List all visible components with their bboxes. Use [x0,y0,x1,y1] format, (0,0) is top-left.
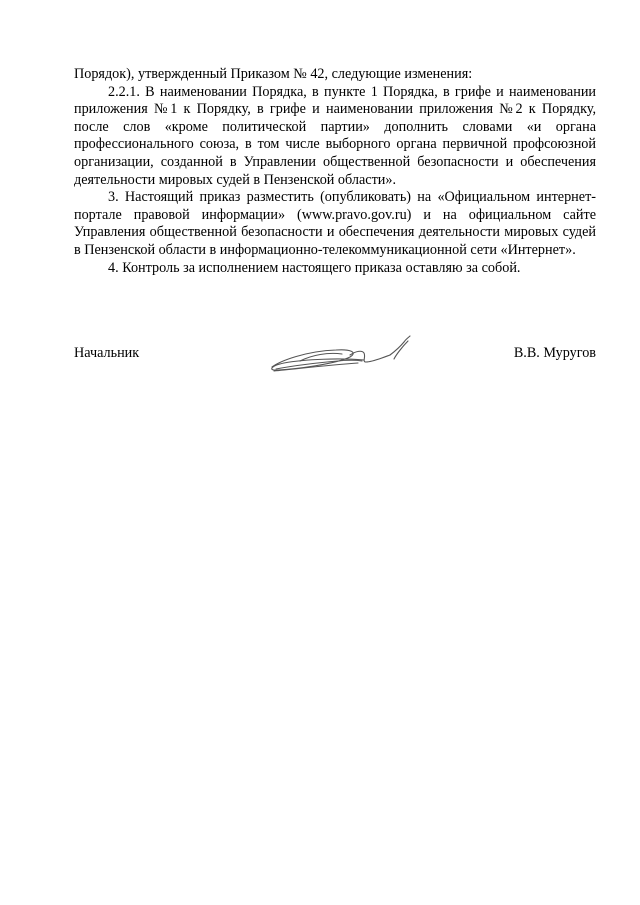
signature-block [74,345,596,385]
paragraph-4-control: 4. Контроль за исполнением настоящего приказа оставляю за собой. [108,259,521,276]
position-title: Начальник [74,345,140,361]
handwritten-signature [266,333,416,379]
paragraph-2-2-1: 2.2.1. В наименовании Порядка, в пункте 1 Порядка, в грифе и наименовании приложения №1 к Порядку, в грифе и наименовании приложения №2 к Порядку, после слов «кроме политической партии» дополнить словами «и органа профессионального союза, в том числе выборного органа первичной профсоюзной организации, созданной в Управлении общественной безопасности и обеспечения деятельности мировых судей в Пензенской области». [74,83,596,188]
document-body [74,66,596,277]
paragraph-order-intro: Порядок), утвержденный Приказом № 42, следующие изменения: [74,66,473,82]
paragraph-3-publication: 3. Настоящий приказ разместить (опубликовать) на «Официальном интернет-портале правовой информации» (www.pravo.gov.ru) и на официальном сайте Управления общественной безопасности и обеспечения деятельности мировых судей в Пензенской области в информационно-телекоммуникационной сети «Интернет». [74,189,596,258]
signatory-name: В.В. Муругов [513,345,596,361]
